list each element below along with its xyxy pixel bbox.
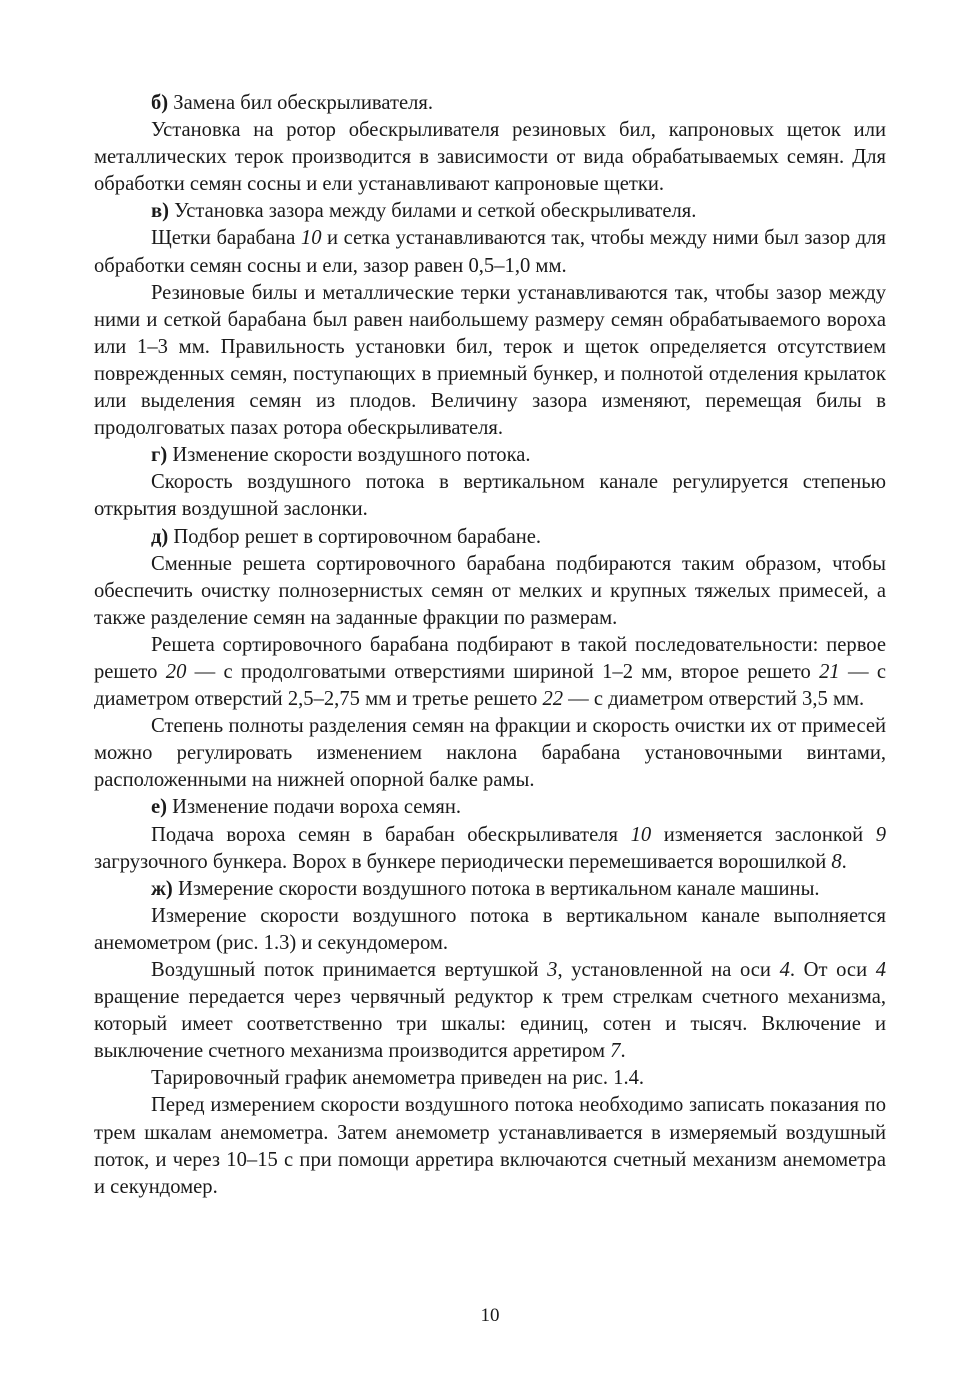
paragraph	[94, 1092, 886, 1200]
section-heading	[94, 198, 886, 225]
section-title: Изменение скорости воздушного потока.	[167, 444, 531, 467]
figure-reference-number: 10	[630, 823, 652, 846]
paragraph	[94, 713, 886, 794]
text-run: вращение передается через червячный редуктор к трем стрелкам счетного механизма, который имеет соответственно три шкалы: единиц, сотен и тысяч. Включение и выключение счетного механизма производится арретиром	[94, 986, 886, 1063]
figure-reference-number: 4	[875, 959, 886, 981]
paragraph	[94, 903, 886, 957]
section-label: д)	[151, 525, 169, 548]
text-run: Решета сортировочного барабана подбирают в такой последовательности: первое решето	[94, 633, 886, 683]
section-heading	[94, 442, 886, 469]
paragraph	[94, 822, 886, 876]
figure-reference-number: 22	[542, 688, 564, 711]
text-run: Подача вороха семян в барабан обескрыливателя	[151, 823, 631, 846]
section-label: е)	[151, 796, 167, 819]
text-run: .	[620, 1040, 626, 1063]
paragraph	[94, 117, 886, 198]
text-run: Щетки барабана	[151, 227, 301, 250]
text-run: Сменные решета сортировочного барабана подбираются таким образом, чтобы обеспечить очистку полнозернистых семян от мелких и крупных тяжелых примесей, а также разделение семян на заданные фракции по размерам.	[94, 552, 886, 629]
figure-reference-number: 8	[831, 850, 842, 873]
text-run: изменяется заслонкой	[651, 823, 876, 846]
section-label: ж)	[151, 877, 173, 900]
paragraph	[94, 225, 886, 279]
paragraph	[94, 632, 886, 713]
text-run: Резиновые билы и металлические терки устанавливаются так, чтобы зазор между ними и сеткой барабана был равен наибольшему размеру семян обрабатываемого вороха или 1–3 мм. Правильность установки бил, терок и щеток определяется отсутствием поврежденных семян, поступающих в приемный бункер, и полнотой отделения крылаток или выделения семян из плодов. Величину зазора изменяют, перемещая билы в продолговатых пазах ротора обескрыливателя.	[94, 281, 886, 440]
figure-reference-number: 21	[819, 660, 840, 683]
section-heading	[94, 794, 886, 821]
text-run: — с продолговатыми отверстиями шириной 1–2 мм, второе решето	[186, 660, 820, 683]
paragraph	[94, 280, 886, 443]
section-heading	[94, 876, 886, 903]
text-run: — с диаметром отверстий 2,5–2,75 мм и третье решето	[94, 660, 887, 711]
document-page	[94, 90, 886, 1201]
text-run: , установленной на оси	[557, 959, 780, 981]
figure-reference-number: 4	[779, 959, 790, 981]
text-run: Измерение скорости воздушного потока в вертикальном канале выполняется анемометром (рис. 1.3) и секундомером.	[94, 904, 886, 954]
paragraph	[94, 1065, 886, 1092]
section-heading	[94, 524, 886, 551]
figure-reference-number: 10	[300, 227, 322, 250]
section-title: Изменение подачи вороха семян.	[167, 796, 462, 819]
text-run: Тарировочный график анемометра приведен на рис. 1.4.	[151, 1067, 645, 1090]
paragraph	[94, 957, 886, 1065]
section-title: Подбор решет в сортировочном барабане.	[168, 525, 542, 548]
figure-reference-number: 3	[547, 959, 558, 981]
paragraph	[94, 551, 886, 632]
text-run: . От оси	[789, 959, 876, 981]
section-title: Измерение скорости воздушного потока в вертикальном канале машины.	[172, 877, 820, 900]
page-number: 10	[480, 1305, 500, 1326]
section-label: г)	[151, 444, 168, 467]
text-run: .	[841, 850, 847, 873]
section-title: Замена бил обескрыливателя.	[168, 92, 433, 114]
text-run: и сетка устанавливаются так, чтобы между ними был зазор для обработки семян сосны и ели, зазор равен 0,5–1,0 мм.	[94, 227, 886, 277]
figure-reference-number: 20	[165, 660, 187, 683]
text-run: Скорость воздушного потока в вертикальном канале регулируется степенью открытия воздушной заслонки.	[94, 471, 886, 521]
section-label: б)	[151, 92, 169, 114]
figure-reference-number: 7	[610, 1040, 621, 1063]
section-heading	[94, 90, 886, 117]
paragraph	[94, 469, 886, 523]
text-run: загрузочного бункера. Ворох в бункере периодически перемешивается ворошилкой	[94, 850, 832, 873]
text-run: — с диаметром отверстий 3,5 мм.	[563, 688, 865, 711]
text-run: Степень полноты разделения семян на фракции и скорость очистки их от примесей можно регулировать изменением наклона барабана установочными винтами, расположенными на нижней опорной балке рамы.	[94, 715, 886, 792]
text-run: Воздушный поток принимается вертушкой	[151, 959, 548, 981]
text-run: Перед измерением скорости воздушного потока необходимо записать показания по трем шкалам анемометра. Затем анемометр устанавливается в измеряемый воздушный поток, и через 10–15 с при помощи арретира включаются счетный механизм анемометра и секундомер.	[94, 1094, 886, 1198]
section-label: в)	[151, 200, 169, 223]
figure-reference-number: 9	[875, 823, 886, 846]
section-title: Установка зазора между билами и сеткой обескрыливателя.	[168, 200, 697, 223]
text-run: Установка на ротор обескрыливателя резиновых бил, капроновых щеток или металлических терок производится в зависимости от вида обрабатываемых семян. Для обработки семян сосны и ели устанавливают капроновые щетки.	[94, 119, 886, 196]
